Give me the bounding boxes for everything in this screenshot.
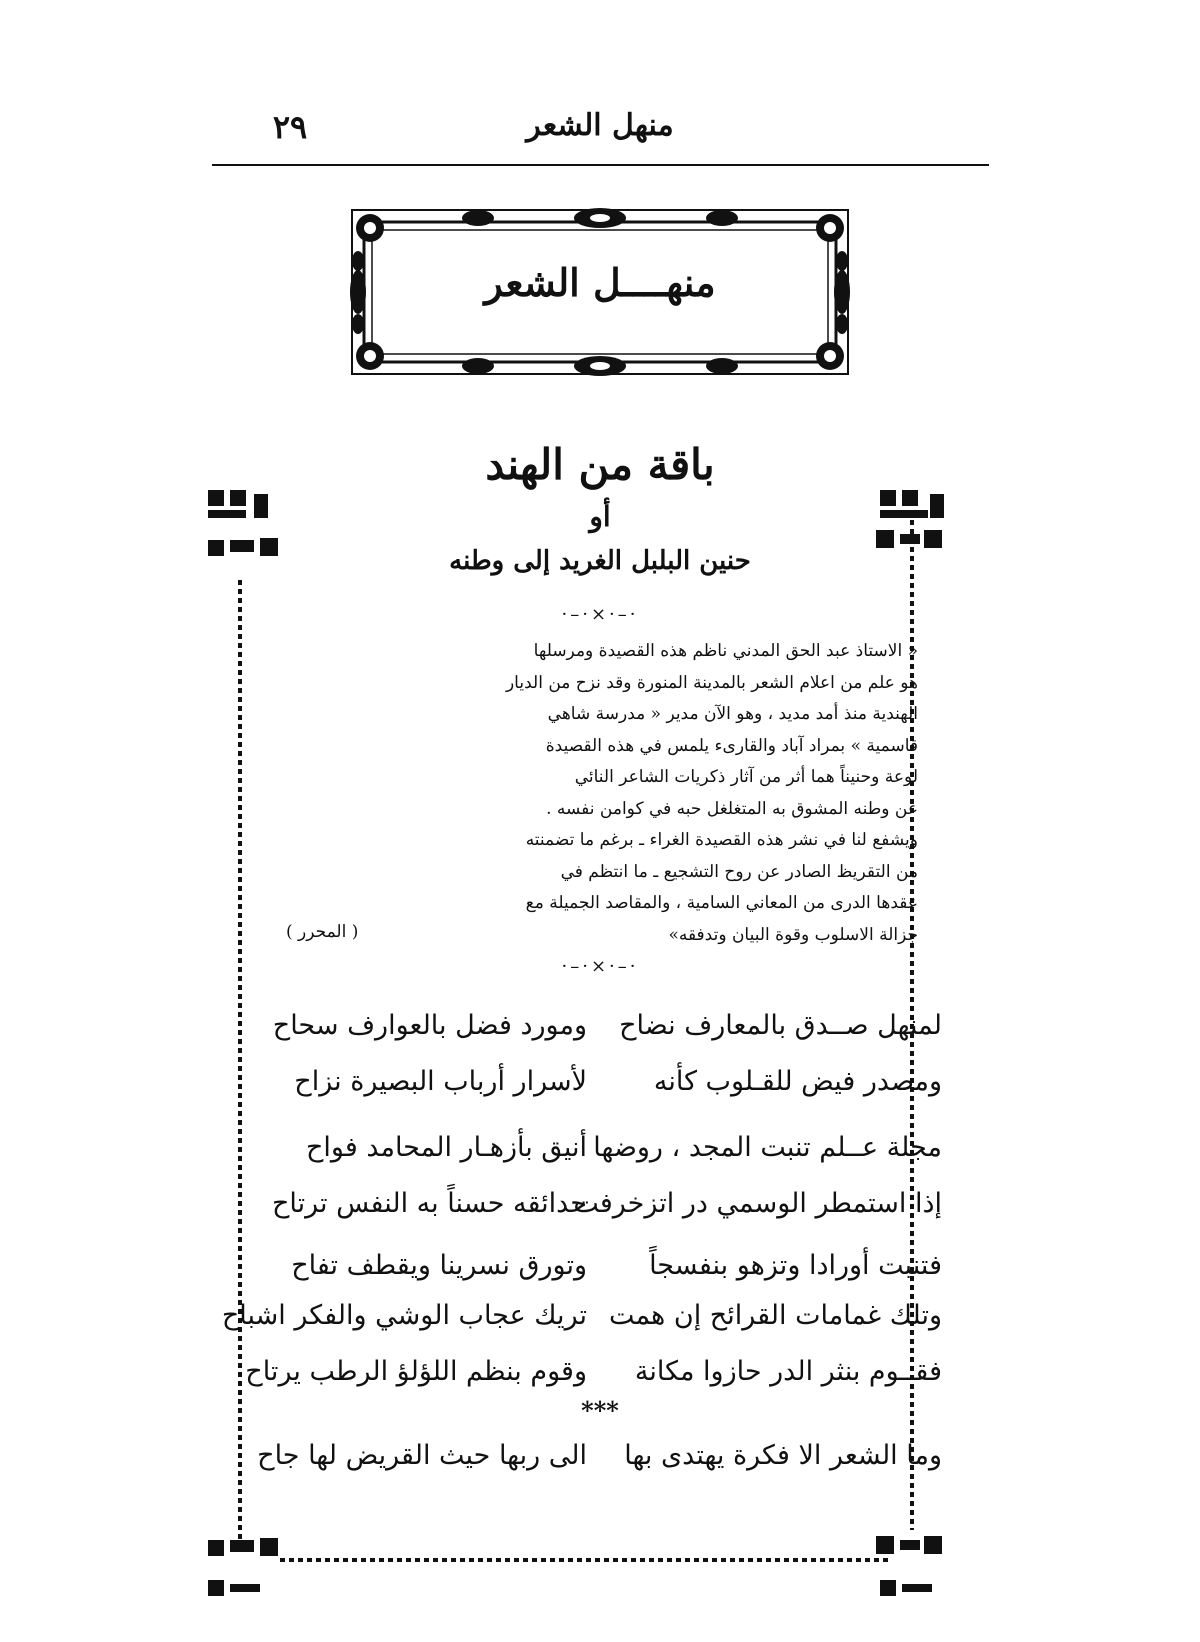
section-heading: منهــــل الشعر [484,260,716,305]
verse-first-hemistich: فقــوم بنثر الدر حازوا مكانة [634,1356,942,1387]
editor-note-line: من التقريظ الصادر عن روح التشجيع ـ ما انتظم في [560,861,918,882]
verse [282,1066,942,1106]
verse-first-hemistich: وتلك غمامات القرائح إن همت [608,1300,942,1331]
separator-top: ·–·×·–· [561,604,639,625]
poem-title: باقة من الهند [485,440,715,489]
editor-note-line: قاسمية » بمراد آباد والقارىء يلمس في هذه القصيدة [545,735,918,756]
stars-divider: *** [581,1396,619,1425]
verse [282,1132,942,1172]
verse-first-hemistich: فتنبت أورادا وتزهو بنفسجاً [649,1250,942,1281]
editor-note-line: « الاستاذ عبد الحق المدني ناظم هذه القصيدة ومرسلها [533,641,918,661]
verse-first-hemistich: مجلة عــلم تنبت المجد ، روضها [593,1132,942,1163]
verse [245,1356,942,1396]
editor-note-line: ويشفع لنا في نشر هذه القصيدة الغراء ـ برغم ما تضمنته [525,830,918,850]
poem-or: أو [589,500,611,533]
verse-first-hemistich: لمنهل صــدق بالمعارف نضاح [619,1010,942,1041]
verse [282,1250,942,1290]
editor-note-line: عقدها الدرى من المعاني السامية ، والمقاصد الجميلة مع [525,893,918,913]
verse-second-hemistich: ومورد فضل بالعوارف سحاح [272,1010,587,1041]
editor-note-line: لوعة وحنيناً هما أثر من آثار ذكريات الشاعر النائي [574,767,918,787]
verse-second-hemistich: الى ربها حيث القريض لها جاح [257,1440,587,1471]
poem-subtitle: حنين البلبل الغريد إلى وطنه [449,546,751,576]
final-verse [257,1440,942,1480]
verse-first-hemistich: وما الشعر الا فكرة يهتدى بها [624,1440,942,1471]
separator-bottom: ·–·×·–· [561,956,639,977]
verse-second-hemistich: لأسرار أرباب البصيرة نزاح [294,1066,587,1097]
editor-note-line: عن وطنه المشوق به المتغلغل حبه في كوامن نفسه . [546,798,918,819]
editor-note-line: هو علم من اعلام الشعر بالمدينة المنورة وقد نزح من الديار [505,672,918,693]
verse-first-hemistich: ومصدر فيض للقـلوب كأنه [653,1066,942,1097]
verse-second-hemistich: وتورق نسرينا ويقطف تفاح [291,1250,587,1281]
header-rule [212,164,989,166]
verse-second-hemistich: وقوم بنظم اللؤلؤ الرطب يرتاح [245,1356,587,1387]
editor-signature: ( المحرر ) [286,922,359,942]
verse-second-hemistich: تريك عجاب الوشي والفكر اشباح [221,1300,587,1331]
verse-first-hemistich: إذا استمطر الوسمي در اتزخرفت [573,1188,942,1219]
verse [221,1300,942,1340]
running-header-title: منهل الشعر [526,108,674,143]
editor-note-line: جزالة الاسلوب وقوة البيان وتدفقه» [668,924,918,945]
verse-second-hemistich: حدائقه حسناً به النفس ترتاح [271,1188,587,1219]
editor-note [282,636,918,951]
verse [271,1188,942,1228]
verse [272,1010,942,1050]
verse-second-hemistich: أنيق بأزهـار المحامد فواح [305,1132,587,1163]
editor-note-line: الهندية منذ أمد مديد ، وهو الآن مدير « مدرسة شاهي [547,704,918,724]
page-number: ٢٩ [272,108,308,146]
